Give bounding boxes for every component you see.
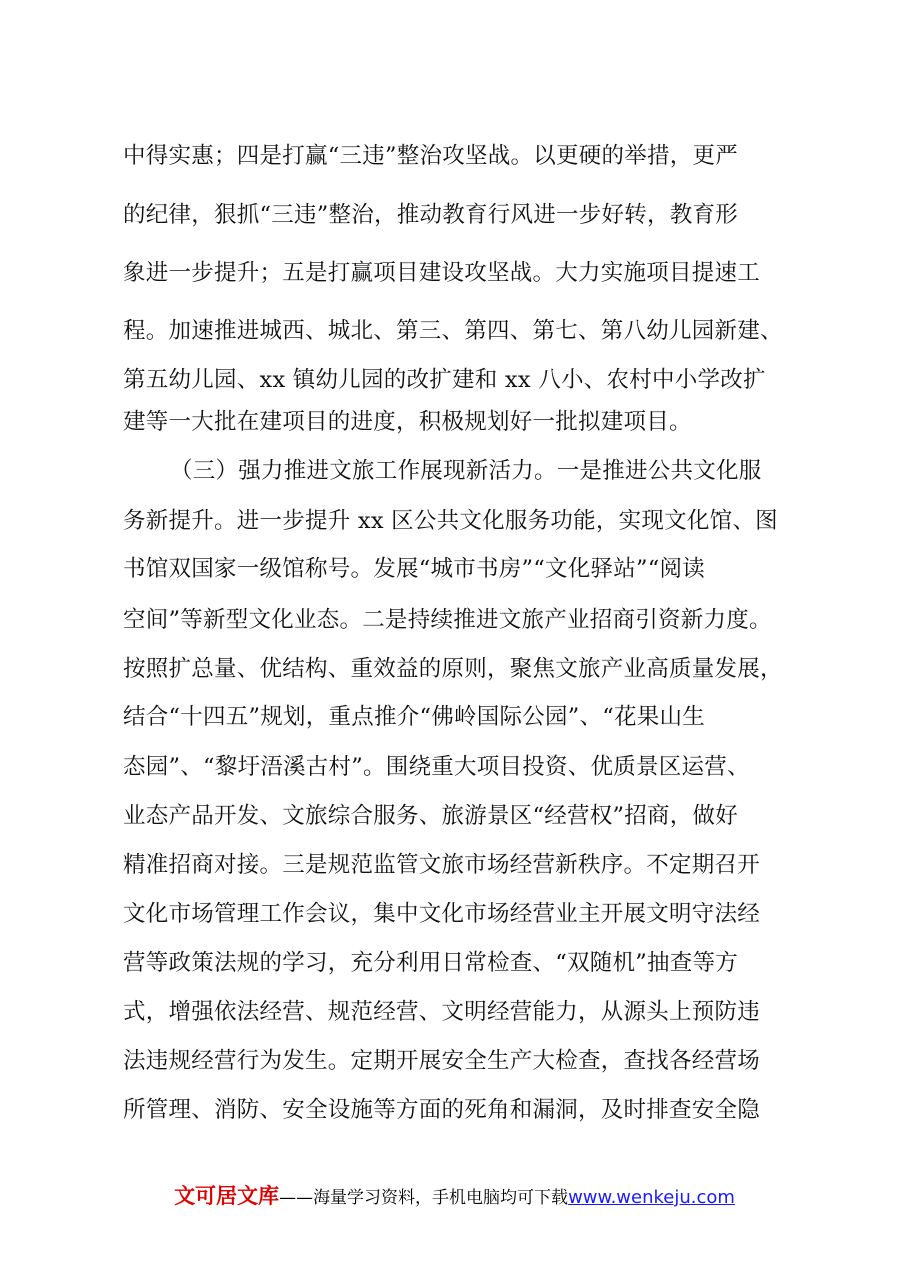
paragraph-line: 式，增强依法经营、规范经营、文明经营能力，从源头上预防违 bbox=[123, 999, 761, 1025]
paragraph-line: 态园”、“黎圩浯溪古村”。围绕重大项目投资、优质景区运营、 bbox=[123, 754, 750, 780]
paragraph-line: 文化市场管理工作会议，集中文化市场经营业主开展文明守法经 bbox=[123, 901, 761, 927]
paragraph-line: 营等政策法规的学习，充分利用日常检查、“双随机”抽查等方 bbox=[123, 950, 739, 976]
paragraph-line: 精准招商对接。三是规范监管文旅市场经营新秩序。不定期召开 bbox=[123, 852, 761, 878]
paragraph-line: 第五幼儿园、xx 镇幼儿园的改扩建和 xx 八小、农村中小学改扩 bbox=[123, 367, 766, 393]
paragraph-line: 建等一大批在建项目的进度，积极规划好一批拟建项目。 bbox=[123, 409, 692, 435]
paragraph-line: 程。加速推进城西、城北、第三、第四、第七、第八幼儿园新建、 bbox=[123, 318, 783, 344]
paragraph-line: 按照扩总量、优结构、重效益的原则，聚焦文旅产业高质量发展， bbox=[123, 656, 783, 682]
paragraph-line: 所管理、消防、安全设施等方面的死角和漏洞，及时排查安全隐 bbox=[123, 1097, 761, 1123]
footer-banner bbox=[0, 1180, 909, 1210]
paragraph-line: 的纪律，狠抓“三违”整治，推动教育行风进一步好转，教育形 bbox=[123, 202, 739, 228]
paragraph-line: 结合“十四五”规划，重点推介“佛岭国际公园”、“花果山生 bbox=[123, 704, 706, 730]
section-heading-line: （三）强力推进文旅工作展现新活力。一是推进公共文化服 bbox=[170, 458, 762, 484]
footer-tagline: ——海量学习资料，手机电脑均可下载 bbox=[279, 1188, 569, 1208]
footer-link[interactable]: www.wenkeju.com bbox=[568, 1187, 735, 1208]
paragraph-line: 象进一步提升；五是打赢项目建设攻坚战。大力实施项目提速工 bbox=[123, 260, 761, 286]
paragraph-line: 法违规经营行为发生。定期开展安全生产大检查，查找各经营场 bbox=[123, 1048, 761, 1074]
paragraph-line: 务新提升。进一步提升 xx 区公共文化服务功能，实现文化馆、图 bbox=[123, 508, 778, 534]
paragraph-line: 书馆双国家一级馆称号。发展“城市书房”“文化驿站”“阅读 bbox=[123, 556, 706, 582]
footer-brand: 文可居文库 bbox=[174, 1184, 280, 1208]
paragraph-line: 中得实惠；四是打赢“三违”整治攻坚战。以更硬的举措，更严 bbox=[123, 143, 739, 169]
paragraph-line: 业态产品开发、文旅综合服务、旅游景区“经营权”招商，做好 bbox=[123, 803, 739, 829]
paragraph-line: 空间”等新型文化业态。二是持续推进文旅产业招商引资新力度。 bbox=[123, 607, 772, 633]
